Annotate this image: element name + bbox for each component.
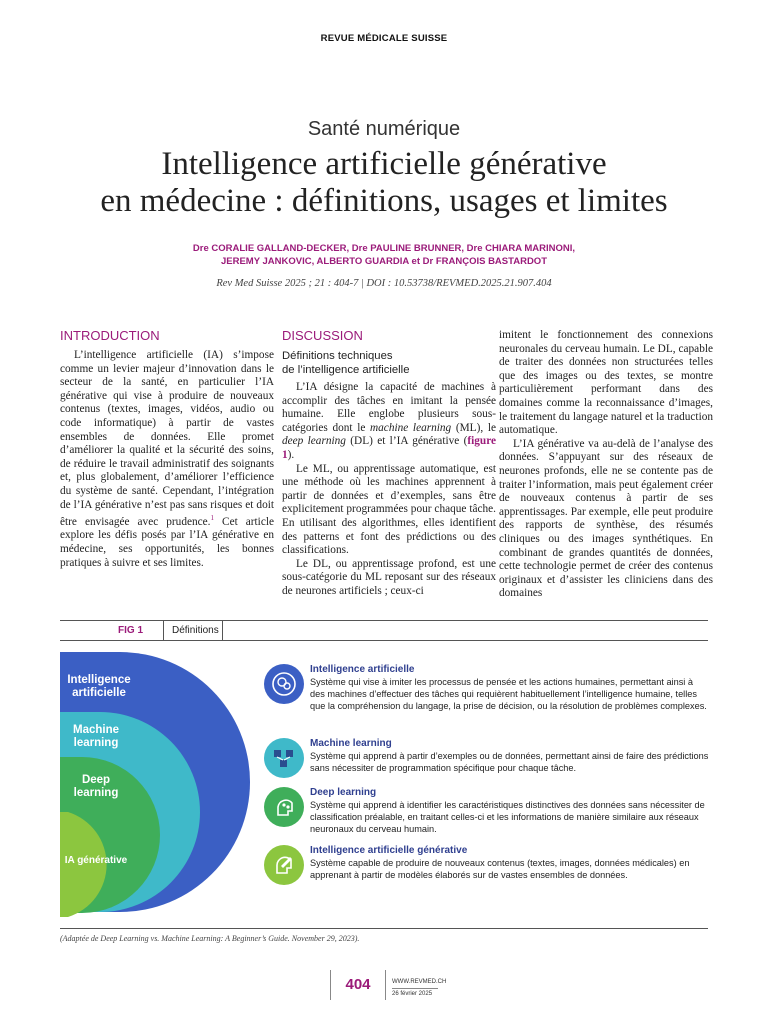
definition-genai: [264, 845, 704, 885]
reference-link[interactable]: 1: [210, 514, 214, 523]
column-intro: [60, 328, 274, 570]
ring-label-dl: [68, 774, 124, 800]
ring-label-line: Machine: [72, 724, 119, 736]
figure-rule: [60, 928, 708, 929]
definition-dl: [264, 787, 704, 837]
journal-name: REVUE MÉDICALE SUISSE: [320, 33, 448, 44]
subsection-heading: [282, 349, 496, 377]
ring-label-ml: [68, 724, 124, 750]
footer-rule: [392, 988, 438, 989]
paragraph-text: L’intelligence artificielle (IA) s’impose comme un levier majeur d’innovation dans le secteur de la santé, en particulier l’IA générative qui vise à produire de nouveaux contenus (textes, images, vidéos, audio ou code informatique) à partir de vastes ensembles de données. Elle promet d’améliorer la qualité et la sécurité des soins, de réduire le travail administratif des soignants et, plus globalement, d’améliorer l’efficience du système de santé. Cependant, l’intégration de l’IA générative n’est pas sans risques et doit être envisagée avec prudence.: [60, 349, 274, 528]
authors: [0, 242, 768, 268]
neural-head-icon: [264, 787, 304, 827]
column-discussion-cont: [499, 329, 713, 601]
authors-line: Dre CORALIE GALLAND-DECKER, Dre PAULINE BRUNNER, Dre CHIARA MARINONI,: [192, 243, 576, 254]
text: (ML), le: [451, 421, 496, 434]
title-line: en médecine : définitions, usages et limites: [100, 183, 668, 219]
figure-source: (Adaptée de Deep Learning vs. Machine Learning: A Beginner’s Guide. November 29, 2023).: [60, 934, 360, 943]
paragraph: L’IA générative va au-delà de l’analyse des données. S’appuyant sur des réseaux de neurones profonds, elle ne se contente pas de traiter l’information, mais peut également créer de nouveaux contenus à partir de ses apprentissages. Par exemple, elle peut produire des rapports de synthèse, des résumés cliniques ou des images synthétiques. En combinant de grandes quantités de données, cette technologie permet de créer des contenus originaux et d’assister les cliniciens dans des domaines: [499, 437, 713, 600]
definition-title: Machine learning: [310, 738, 392, 749]
subheading-line: Définitions techniques: [282, 350, 393, 362]
page-number: 404: [330, 970, 386, 1000]
ring-label-line: Intelligence: [67, 674, 131, 686]
paragraph-text: Cet article explore les défis posés par l’IA générative en médecine, ses opportunités, les bonnes pratiques à suivre et ses limites.: [60, 515, 274, 569]
text: (DL) et l’IA générative (: [345, 435, 468, 448]
article-rubric: Santé numérique: [307, 118, 461, 140]
column-discussion: [282, 328, 496, 599]
definition-title: Intelligence artificielle générative: [310, 845, 468, 856]
paragraph: [282, 381, 496, 463]
paragraph: Le DL, ou apprentissage profond, est une sous-catégorie du ML reposant sur des réseaux de neurones artificiels ; ceux-ci: [282, 557, 496, 597]
citation: Rev Med Suisse 2025 ; 21 : 404-7 | DOI : 10.53738/REVMED.2025.21.907.404: [216, 278, 552, 289]
creative-head-icon: [264, 845, 304, 885]
ring-label-line: Deep: [81, 774, 111, 786]
definition-text: Système qui vise à imiter les processus de pensée et les actions humaines, permettant ainsi à des machines d’effectuer des tâches qui requièrent habituellement l’intelligence humaine, telles que la compréhension du langage, la prise de décision, ou la résolution de problèmes complexes.: [310, 677, 707, 712]
ring-label-line: artificielle: [72, 687, 126, 699]
article-title: [0, 146, 768, 220]
definition-ia: [264, 664, 707, 728]
paragraph: Le ML, ou apprentissage automatique, est une méthode où les machines apprennent à partir de données et d’exemples, sans être explicitement programmées pour chaque tâche. En utilisant des algorithmes, elles identifient des patterns et font des prédictions ou des classifications.: [282, 462, 496, 557]
section-heading-introduction: INTRODUCTION: [60, 328, 160, 343]
ring-label-ia: [64, 674, 134, 700]
definition-ml: [264, 738, 709, 780]
figure-link[interactable]: figure 1: [282, 435, 497, 461]
nested-circles-diagram: [60, 652, 260, 921]
footer-site[interactable]: WWW.REVMED.CH: [392, 979, 447, 985]
definition-title: Deep learning: [310, 787, 377, 798]
definition-text: Système qui apprend à partir d’exemples ou de données, permettant ainsi de faire des prédictions sans nécessiter de programmation spécifique pour chaque tâche.: [310, 751, 709, 774]
definition-text: Système qui apprend à identifier les caractéristiques distinctives des données sans nécessiter de classification préalable, en traitant celles-ci et les informations de manière similaire aux réseaux neuronaux du cerveau humain.: [310, 800, 705, 835]
subheading-line: de l’intelligence artificielle: [282, 364, 410, 376]
definition-text: Système capable de produire de nouveaux contenus (textes, images, données médicales) en apprenant à partir de modèles élaborés sur de vastes ensembles de données.: [310, 858, 690, 881]
network-cubes-icon: [264, 738, 304, 778]
text: ).: [287, 448, 295, 461]
section-heading-discussion: DISCUSSION: [282, 328, 363, 343]
ring-label-genai: [64, 854, 128, 867]
authors-line: JEREMY JANKOVIC, ALBERTO GUARDIA et Dr FRANÇOIS BASTARDOT: [220, 256, 547, 267]
figure-title: Définitions: [163, 621, 223, 640]
definition-title: Intelligence artificielle: [310, 664, 415, 675]
ring-label-line: learning: [73, 737, 119, 749]
paragraph: [60, 349, 274, 570]
figure-label: FIG 1: [118, 625, 144, 636]
paragraph: imitent le fonctionnement des connexions neuronales du cerveau humain. Le DL, capable de traiter des données non structurées telles que des images ou des textes, se montre particulièrement performant dans des domaines comme la reconnaissance d’images, le traitement du langage naturel et la traduction automatique.: [499, 329, 713, 437]
brain-head-icon: [264, 664, 304, 704]
figure-rule: [60, 640, 708, 641]
title-line: Intelligence artificielle générative: [161, 146, 607, 182]
term-italic: machine learning: [370, 421, 452, 434]
term-italic: deep learning: [282, 435, 346, 448]
footer-date: 26 février 2025: [392, 991, 433, 997]
ring-label-line: IA générative: [64, 855, 128, 866]
ring-label-line: learning: [73, 787, 119, 799]
text: L’IA désigne la capacité de machines à accomplir des tâches en imitant la pensée humaine. Elle englobe plusieurs sous-catégories dont le: [282, 381, 496, 434]
